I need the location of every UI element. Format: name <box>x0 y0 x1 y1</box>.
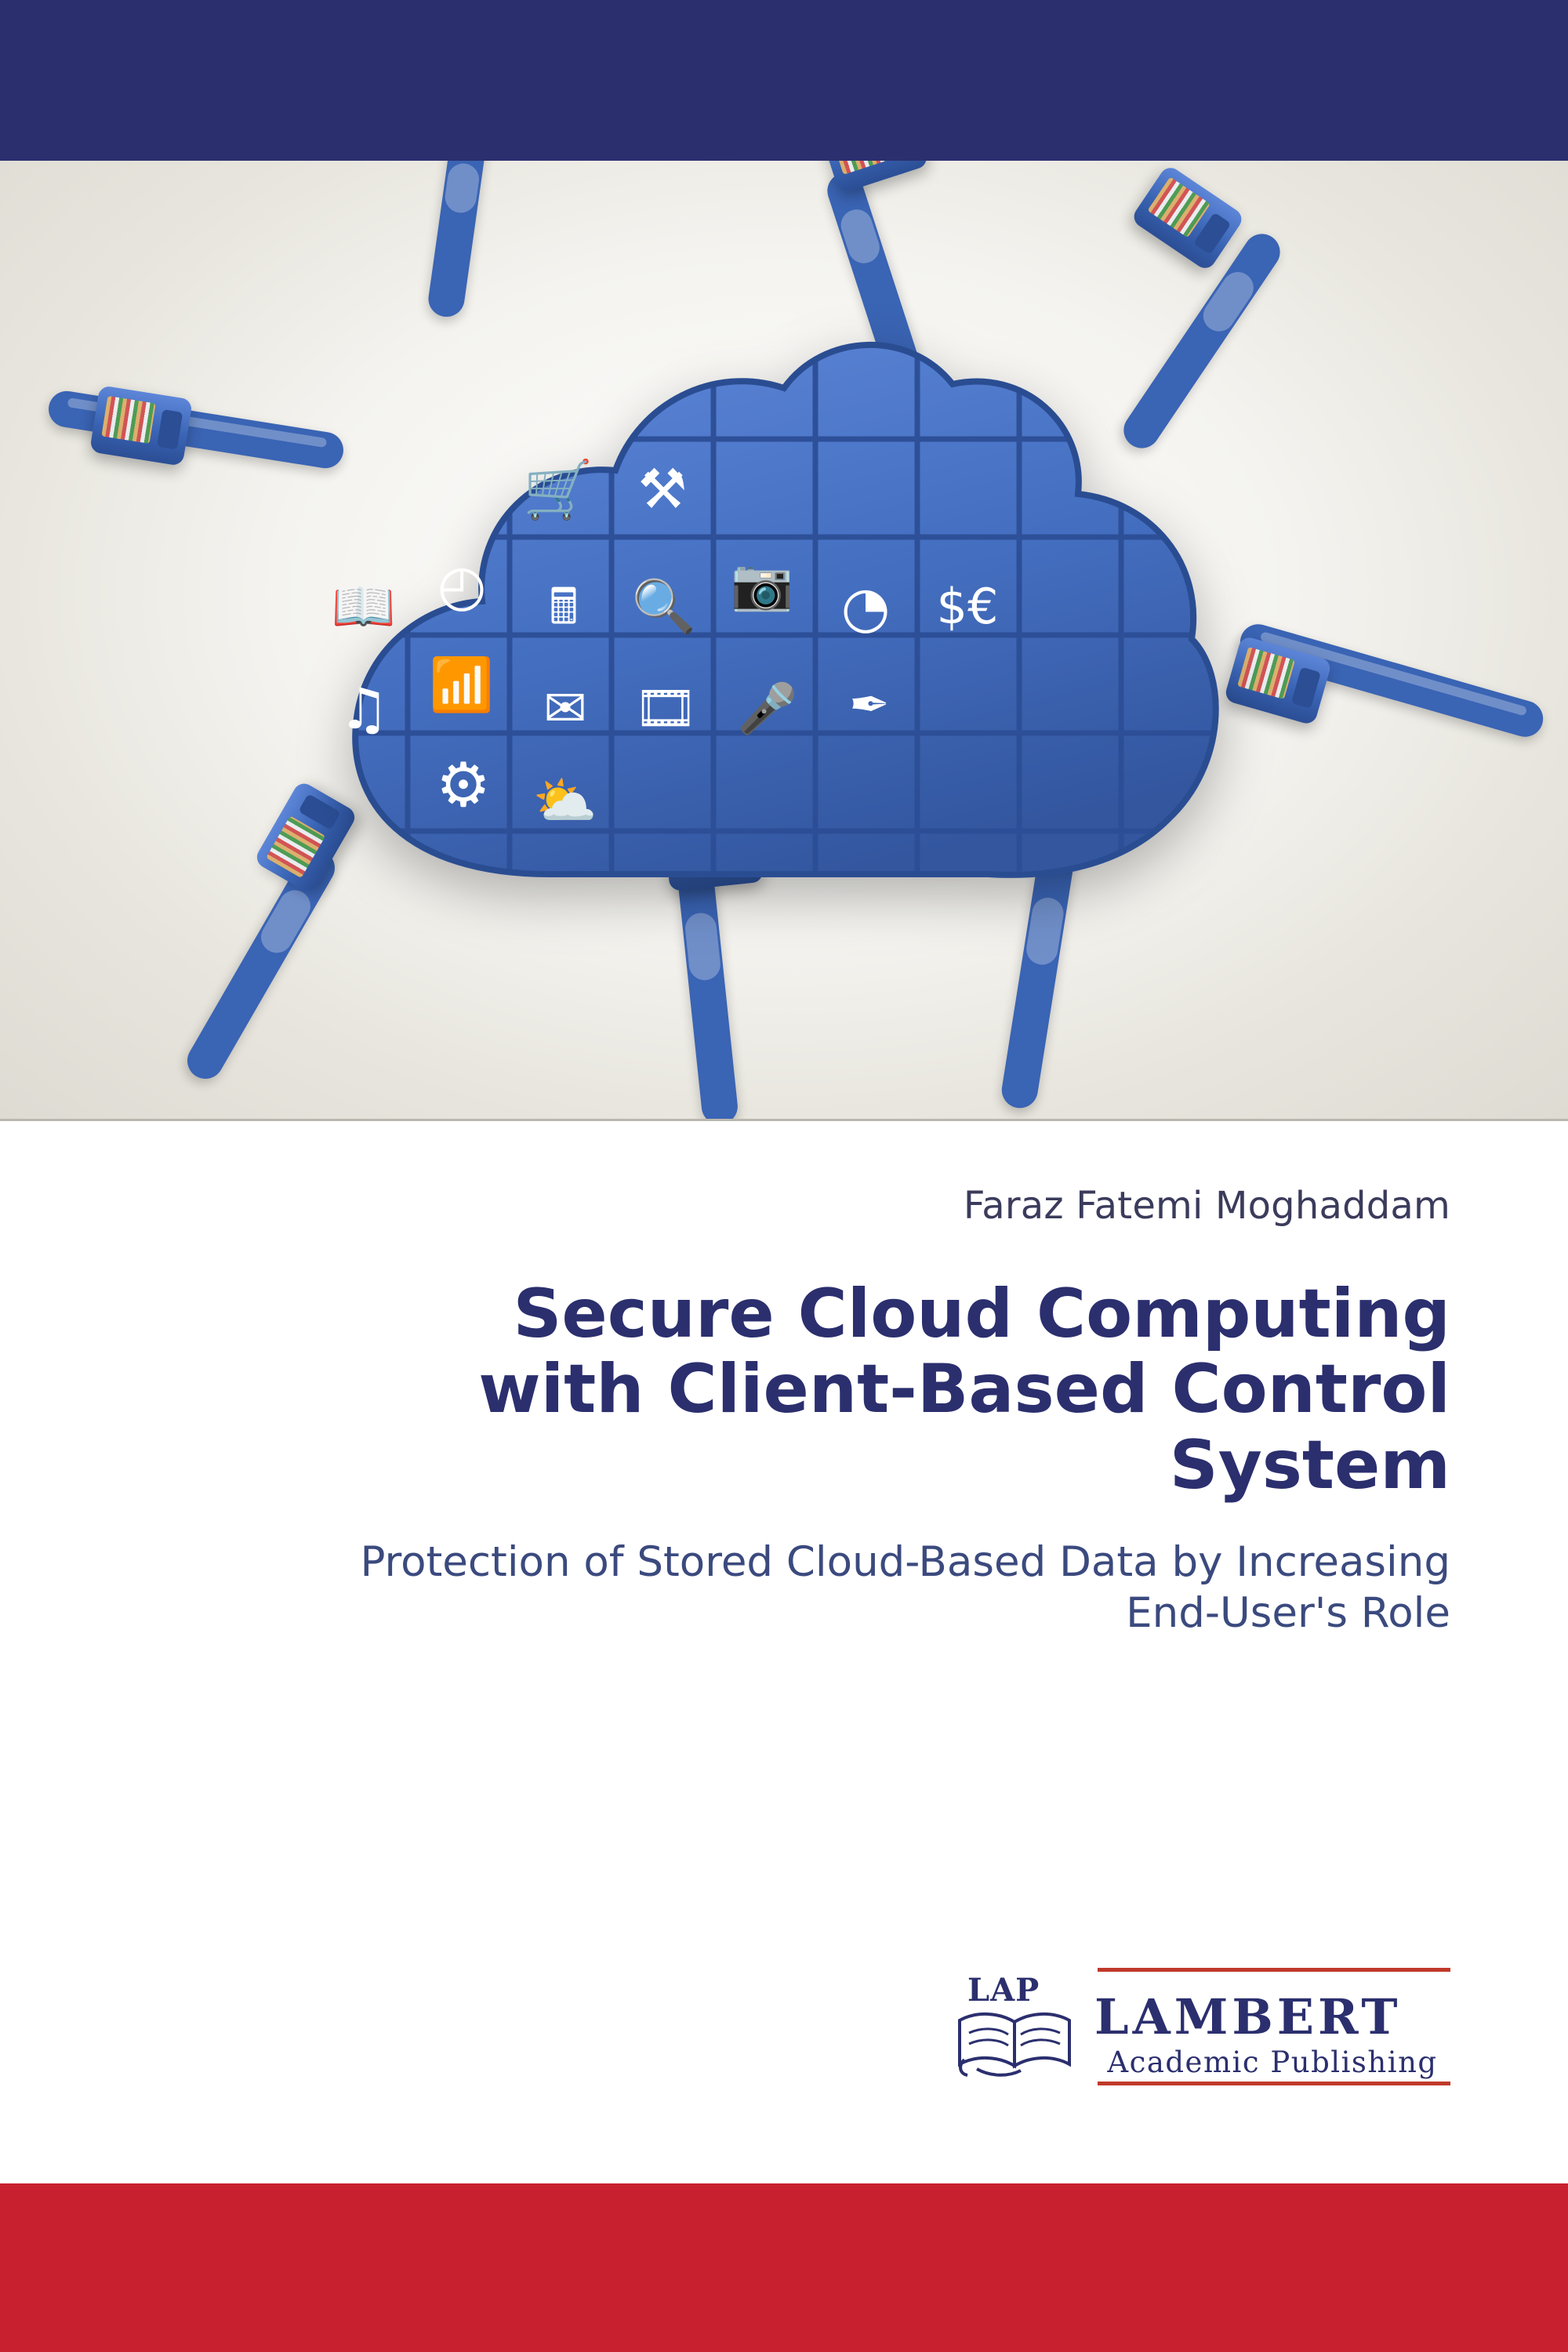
ethernet-plug <box>89 385 193 466</box>
shopping-cart-icon: 🛒 <box>523 456 593 522</box>
calculator-icon: 🖩 <box>549 578 579 635</box>
title-line-1: Secure Cloud Computing <box>513 1275 1450 1353</box>
book-subtitle <box>118 1537 1450 1639</box>
plug-pins <box>101 396 155 444</box>
tools-icon: ⚒ <box>637 457 688 521</box>
logo-mark <box>949 1972 1090 2077</box>
plug-clip <box>157 409 183 449</box>
logo-rule-top <box>1098 1968 1450 1972</box>
mail-icon: ✉ <box>543 678 587 739</box>
author-name: Faraz Fatemi Moghaddam <box>963 1184 1450 1228</box>
publisher-name: LAMBERT <box>1094 1988 1402 2045</box>
subtitle-line-1: Protection of Stored Cloud-Based Data by Increasing <box>360 1537 1450 1586</box>
publisher-tagline: Academic Publishing <box>1107 2045 1438 2079</box>
book-icon: 📖 <box>331 576 397 637</box>
cover-artwork <box>0 161 1568 1121</box>
top-color-band <box>0 0 1568 161</box>
plug-clip <box>1291 667 1321 709</box>
subtitle-line-2: End-User's Role <box>1126 1588 1450 1637</box>
lap-badge-text: LAP <box>967 1972 1040 2009</box>
publisher-logo-inner <box>949 1968 1450 2085</box>
plug-pins <box>831 161 890 175</box>
cloud-graphic <box>314 325 1247 913</box>
book-title <box>118 1276 1450 1503</box>
music-note-icon: ♫ <box>338 676 390 742</box>
cable <box>46 389 347 471</box>
cloud-upload-icon: ⛅ <box>532 771 598 831</box>
clock-icon: ◴ <box>437 552 487 618</box>
pie-chart-icon: ◔ <box>840 574 891 640</box>
cover-text-block <box>0 1121 1568 1639</box>
gears-icon: ⚙ <box>436 750 491 821</box>
title-line-2: with Client-Based Control <box>478 1350 1450 1429</box>
open-book-icon <box>953 2003 1083 2078</box>
title-line-3: System <box>1169 1425 1450 1504</box>
currency-icon: $€ <box>936 578 999 635</box>
microphone-icon: 🎤 <box>737 680 798 737</box>
rss-icon: 📶 <box>429 655 495 715</box>
logo-wordmark <box>1090 1988 1450 2079</box>
bottom-color-band <box>0 2183 1568 2352</box>
film-reel-icon: 🎞 <box>633 680 698 738</box>
logo-rule-bottom <box>1098 2082 1450 2085</box>
publisher-logo <box>902 1968 1450 2085</box>
camera-icon: 📷 <box>731 556 793 614</box>
ethernet-plug <box>1130 164 1246 272</box>
cloud-tile-icons <box>314 325 1247 913</box>
cable <box>426 161 488 319</box>
pen-icon: ✒ <box>849 676 890 733</box>
search-icon: 🔍 <box>631 576 697 637</box>
plug-pins <box>1147 176 1210 238</box>
logo-main-row <box>949 1972 1450 2079</box>
